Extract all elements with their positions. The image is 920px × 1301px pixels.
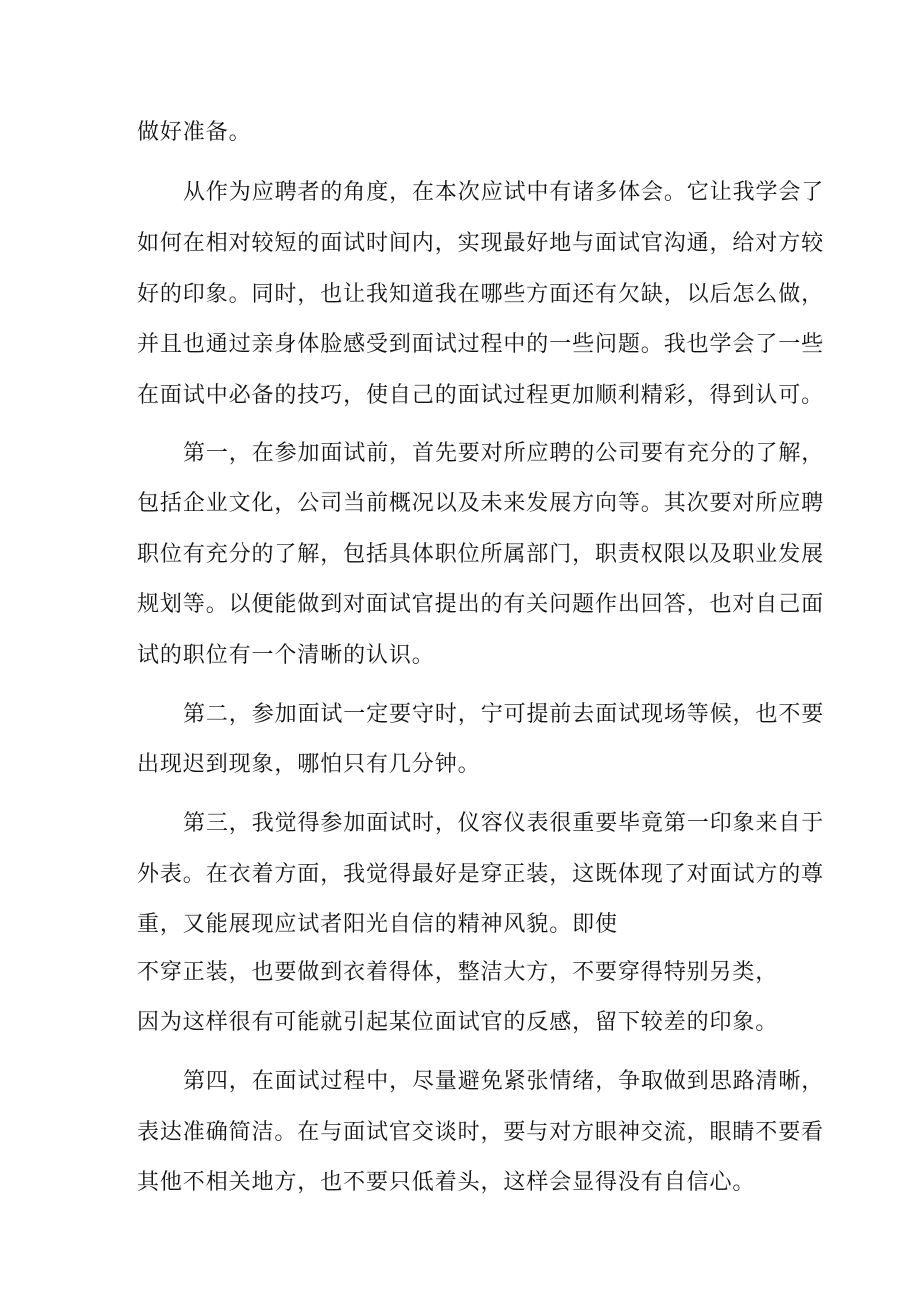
- text-line: 表达准确简洁。在与面试官交谈时，要与对方眼神交流，眼睛不要看: [137, 1120, 825, 1145]
- text-line: 出现迟到现象，哪怕只有几分钟。: [137, 752, 481, 777]
- text-line: 如何在相对较短的面试时间内，实现最好地与面试官沟通，给对方较: [137, 231, 825, 256]
- text-line: 外表。在衣着方面，我觉得最好是穿正装，这既体现了对面试方的尊: [137, 862, 825, 887]
- paragraph-first-line: 第一，在参加面试前，首先要对所应聘的公司要有充分的了解，: [183, 441, 825, 466]
- text-line: 并且也通过亲身体脸感受到面试过程中的一些问题。我也学会了一些: [137, 332, 825, 357]
- paragraph-first-line: 第三，我觉得参加面试时，仪容仪表很重要毕竟第一印象来自于: [183, 811, 825, 836]
- paragraph-first-line: 从作为应聘者的角度，在本次应试中有诸多体会。它让我学会了: [183, 180, 825, 205]
- text-line: 包括企业文化，公司当前概况以及未来发展方向等。其次要对所应聘: [137, 491, 825, 516]
- text-line: 因为这样很有可能就引起某位面试官的反感，留下较差的印象。: [137, 1010, 779, 1035]
- text-line: 重，又能展现应试者阳光自信的精神风貌。即使: [137, 912, 618, 937]
- text-line: 其他不相关地方，也不要只低着头，这样会显得没有自信心。: [137, 1170, 756, 1195]
- text-line: 试的职位有一个清晰的认识。: [137, 643, 435, 668]
- text-line: 做好准备。: [137, 120, 252, 145]
- text-line: 好的印象。同时，也让我知道我在哪些方面还有欠缺，以后怎么做，: [137, 282, 825, 307]
- text-line: 在面试中必备的技巧，使自己的面试过程更加顺利精彩，得到认可。: [137, 383, 825, 408]
- text-line: 规划等。以便能做到对面试官提出的有关问题作出回答，也对自己面: [137, 592, 825, 617]
- text-line: 不穿正装，也要做到衣着得体，整洁大方，不要穿得特别另类，: [137, 960, 779, 985]
- text-line: 职位有充分的了解，包括具体职位所属部门，职责权限以及职业发展: [137, 542, 825, 567]
- paragraph-first-line: 第二，参加面试一定要守时，宁可提前去面试现场等候，也不要: [183, 702, 825, 727]
- paragraph-first-line: 第四，在面试过程中，尽量避免紧张情绪，争取做到思路清晰，: [183, 1069, 825, 1094]
